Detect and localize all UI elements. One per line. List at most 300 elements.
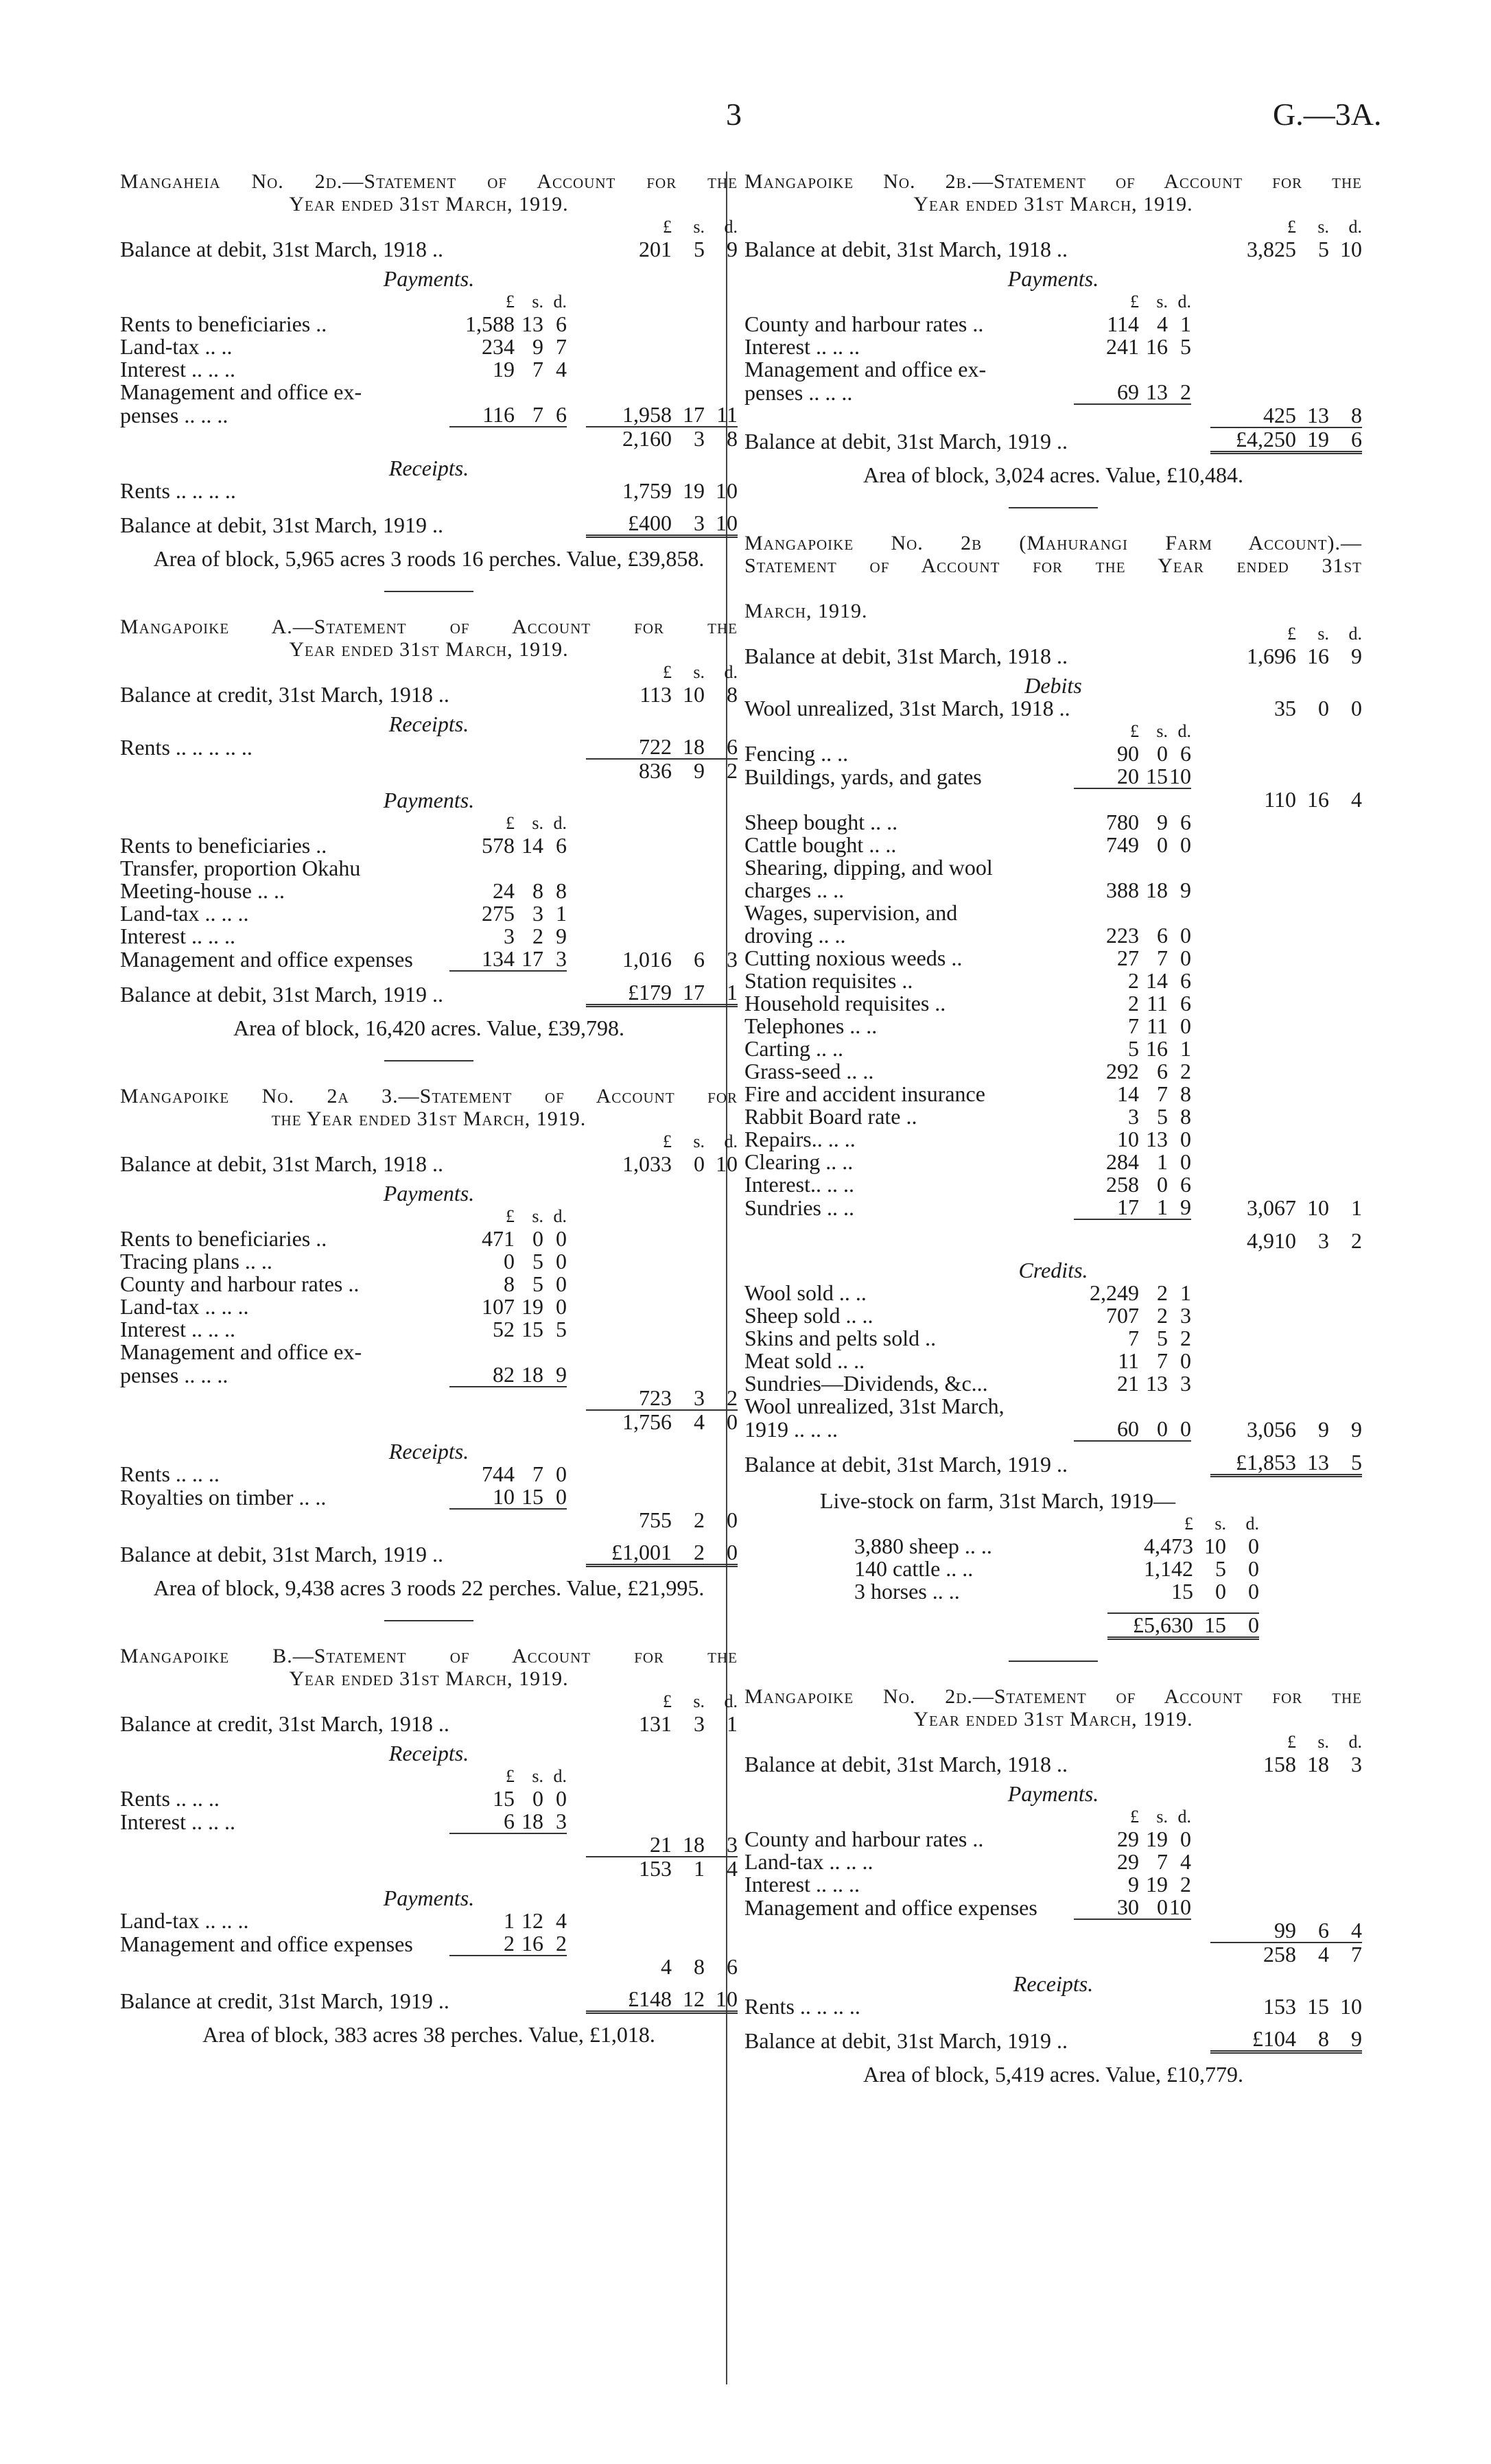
- section-title-line: Mangapoike A.—Statement of Account for the: [120, 615, 738, 638]
- row-label-text: Sundries: [744, 1195, 821, 1220]
- amount-cell: 10: [1204, 1534, 1226, 1558]
- empty-cell: [1139, 697, 1168, 720]
- empty-cell: [1210, 879, 1296, 902]
- row-label: [820, 1512, 1107, 1535]
- leader-dots: .. .. .. ..: [191, 735, 253, 760]
- empty-cell: [1139, 645, 1168, 668]
- empty-cell: [586, 1205, 672, 1228]
- gap: [567, 1765, 586, 1787]
- empty-cell: [543, 1833, 567, 1857]
- table-row: [744, 645, 1362, 668]
- subheading: Payments.: [383, 788, 475, 812]
- empty-cell: [1329, 1105, 1362, 1128]
- amount-cell: 107: [482, 1294, 515, 1319]
- account-section: [120, 1645, 738, 2046]
- account-section: [120, 1085, 738, 1599]
- row-label: [120, 902, 449, 925]
- amount-cell: 2: [532, 924, 543, 948]
- amount-cell: 10: [683, 682, 705, 707]
- gap: [1191, 697, 1210, 720]
- empty-cell: [705, 1318, 738, 1341]
- leader-dots: .. ..: [244, 1249, 272, 1274]
- empty-cell: [515, 1956, 543, 1978]
- empty-cell: [705, 1228, 738, 1250]
- leader-dots: .. ..: [825, 380, 853, 405]
- amount-cell: 17: [515, 948, 543, 971]
- row-label-text: Balance at debit, 31st March, 1919: [744, 428, 1051, 454]
- empty-cell: [515, 1130, 543, 1153]
- amount-cell: 19: [521, 1294, 543, 1319]
- empty-cell: [1210, 742, 1296, 765]
- row-label-text: Balance at debit, 31st March, 1919: [744, 1451, 1051, 1477]
- empty-cell: [705, 1910, 738, 1932]
- account-section: [744, 532, 1362, 1640]
- empty-cell: [1296, 313, 1329, 336]
- amount-cell: 19: [683, 478, 705, 503]
- amount-cell: 21: [650, 1832, 672, 1857]
- empty-cell: [705, 1463, 738, 1486]
- leader-dots: .. ..: [207, 1317, 235, 1341]
- table-row: [744, 2028, 1362, 2052]
- amount-cell: 4: [556, 1908, 567, 1933]
- row-label: Wool unrealized, 31st March,: [744, 1394, 1005, 1418]
- empty-cell: [1329, 1327, 1362, 1350]
- empty-cell: [1168, 1730, 1191, 1753]
- row-label: [120, 1932, 449, 1956]
- row-label: [120, 290, 449, 313]
- row-label: [120, 1318, 449, 1341]
- amount-cell: 749: [1106, 832, 1139, 857]
- amount-cell: 19: [493, 357, 515, 382]
- account-table: [120, 661, 738, 1007]
- empty-cell: [1139, 1451, 1168, 1476]
- amount-cell: 6: [727, 734, 738, 759]
- table-row: [744, 381, 1362, 404]
- empty-cell: [449, 1387, 515, 1410]
- amount-cell: £: [506, 1766, 515, 1786]
- table-row: [820, 1512, 1259, 1535]
- empty-cell: [705, 834, 738, 857]
- gap: [1191, 1037, 1210, 1060]
- leader-dots: .. ..: [825, 1149, 854, 1174]
- row-label: [120, 812, 449, 834]
- empty-cell: [586, 1932, 672, 1956]
- gap: [1191, 1851, 1210, 1873]
- amount-cell: 10: [705, 512, 738, 537]
- gap: [567, 661, 586, 683]
- empty-cell: [1296, 336, 1329, 358]
- amount-cell: 7: [556, 334, 567, 359]
- leader-dots: .. ..: [846, 1059, 874, 1083]
- row-label-text: Land-tax: [120, 334, 200, 359]
- empty-cell: [1296, 1128, 1329, 1151]
- gap: [1191, 992, 1210, 1015]
- area-note: Area of block, 383 acres 38 perches. Value, £1,018.: [202, 2022, 655, 2047]
- empty-cell: [1210, 811, 1296, 834]
- empty-cell: [543, 427, 567, 450]
- area-note: Area of block, 5,965 acres 3 roods 16 perches. Value, £39,858.: [153, 546, 705, 571]
- amount-cell: 15: [1193, 1613, 1226, 1639]
- row-label-text: Skins and pelts sold: [744, 1326, 920, 1350]
- leader-dots: ..: [1056, 1752, 1068, 1776]
- section-title-line: Year ended 31st March, 1919.: [289, 1667, 569, 1690]
- amount-cell: £: [1130, 721, 1139, 741]
- amount-cell: 4: [1180, 1849, 1191, 1874]
- amount-cell: 8: [1180, 1081, 1191, 1106]
- amount-cell: 2: [1157, 1280, 1168, 1305]
- amount-cell: 13: [1146, 1127, 1168, 1151]
- empty-cell: [449, 1690, 515, 1713]
- section-title: [120, 170, 738, 215]
- amount-cell: 3: [1180, 1371, 1191, 1396]
- empty-cell: [515, 1541, 543, 1566]
- leader-dots: ..: [972, 1827, 984, 1851]
- table-row: [120, 1387, 738, 1410]
- leader-dots: .. ..: [827, 1195, 854, 1220]
- empty-cell: [1329, 1372, 1362, 1395]
- row-label-text: Rents to beneficiaries: [120, 312, 311, 336]
- amount-cell: 1: [1157, 1149, 1168, 1174]
- gap: [1191, 645, 1210, 668]
- amount-cell: 723: [639, 1385, 672, 1410]
- gap: [567, 1295, 586, 1318]
- gap: [567, 512, 586, 537]
- amount-cell: 2: [672, 1541, 705, 1566]
- row-label-text: Clearing: [744, 1149, 821, 1174]
- amount-cell: 223: [1106, 923, 1139, 948]
- empty-cell: [705, 1810, 738, 1833]
- empty-cell: [449, 1541, 515, 1566]
- gap: [567, 1787, 586, 1810]
- amount-cell: 707: [1106, 1303, 1139, 1328]
- amount-cell: 8: [1180, 1104, 1191, 1129]
- row-label: [744, 1873, 1074, 1896]
- amount-cell: 6: [543, 403, 567, 427]
- empty-cell: [449, 1509, 515, 1532]
- section-divider: [1009, 507, 1098, 508]
- gap: [567, 403, 586, 427]
- amount-cell: 1: [1351, 1195, 1362, 1220]
- page-number: 3: [726, 97, 742, 132]
- row-label: [744, 1015, 1074, 1037]
- row-label: [744, 742, 1074, 765]
- amount-cell: 15: [1171, 1579, 1193, 1604]
- row-label: [744, 2028, 1074, 2052]
- gap: [567, 1988, 586, 2013]
- leader-dots: ..: [981, 1534, 992, 1558]
- empty-cell: [515, 1988, 543, 2013]
- amount-cell: 17: [683, 402, 705, 427]
- amount-cell: 9: [1318, 1417, 1329, 1442]
- gap: [567, 427, 586, 450]
- amount-cell: 7: [1128, 1013, 1139, 1038]
- gap: [567, 1273, 586, 1295]
- amount-cell: £148: [586, 1988, 672, 2013]
- empty-cell: [543, 981, 567, 1006]
- gap: [567, 1153, 586, 1175]
- amount-cell: 0: [1226, 1613, 1259, 1639]
- amount-cell: 292: [1106, 1059, 1139, 1083]
- leader-dots: .. .. .. ..: [175, 478, 236, 503]
- row-label-text: Sheep sold: [744, 1303, 841, 1328]
- section-title: [744, 170, 1362, 215]
- empty-cell: [449, 981, 515, 1006]
- row-label: [744, 811, 1074, 834]
- amount-cell: 0: [556, 1294, 567, 1319]
- gap: [567, 683, 586, 706]
- amount-cell: 6: [1180, 1172, 1191, 1197]
- account-table: [120, 1130, 738, 1567]
- amount-cell: 99: [1274, 1918, 1296, 1943]
- row-label-text: Sundries—Dividends, &c...: [744, 1371, 988, 1396]
- empty-cell: [1329, 947, 1362, 970]
- empty-cell: [705, 1363, 738, 1387]
- section-title-line: March, 1919.: [744, 600, 868, 622]
- table-row: [744, 336, 1362, 358]
- amount-cell: 10: [705, 1988, 738, 2013]
- table-row: [744, 1304, 1362, 1327]
- amount-cell: 11: [1118, 1348, 1139, 1373]
- empty-cell: [1329, 1060, 1362, 1083]
- empty-cell: [705, 925, 738, 948]
- amount-cell: 11: [1147, 991, 1168, 1016]
- empty-cell: [515, 736, 543, 759]
- row-label: [120, 1541, 449, 1566]
- row-label-text: Balance at credit, 31st March, 1918: [120, 682, 433, 707]
- amount-cell: 0: [1180, 832, 1191, 857]
- amount-cell: 425: [1263, 403, 1296, 427]
- row-label-text: Interest ..: [120, 1317, 202, 1341]
- amount-cell: d.: [724, 662, 738, 682]
- row-label-text: Interest ..: [744, 334, 827, 359]
- subheading: Receipts.: [388, 712, 469, 736]
- amount-cell: 1: [1139, 1196, 1168, 1219]
- table-row: [120, 261, 738, 290]
- empty-cell: [1296, 765, 1329, 788]
- gap: [567, 759, 586, 782]
- empty-cell: [586, 902, 672, 925]
- amount-cell: 1: [504, 1908, 515, 1933]
- subheading: Payments.: [1007, 1781, 1099, 1806]
- row-label: [744, 1350, 1074, 1372]
- amount-cell: 1,759: [622, 478, 672, 503]
- row-label-text: Fire and accident insurance: [744, 1081, 985, 1106]
- empty-cell: [705, 1486, 738, 1509]
- empty-cell: [586, 1787, 672, 1810]
- amount-cell: 16: [515, 1932, 543, 1956]
- amount-cell: 14: [1146, 968, 1168, 993]
- empty-cell: [1210, 834, 1296, 856]
- table-row: [744, 924, 1362, 947]
- empty-cell: [543, 1713, 567, 1735]
- empty-cell: [543, 215, 567, 238]
- empty-cell: [1168, 645, 1191, 668]
- table-row: [120, 880, 738, 902]
- amount-cell: 0: [1318, 696, 1329, 720]
- row-label: [120, 1857, 449, 1880]
- gap: [1191, 1753, 1210, 1776]
- table-row: [120, 834, 738, 857]
- amount-cell: 2: [705, 759, 738, 782]
- amount-cell: 2: [1351, 1228, 1362, 1253]
- empty-cell: [705, 313, 738, 336]
- amount-cell: 5: [532, 1249, 543, 1274]
- gap: [1191, 427, 1210, 453]
- gap: [1191, 622, 1210, 645]
- leader-dots: .. .. ..: [175, 1462, 220, 1486]
- table-row: [120, 812, 738, 834]
- row-label: [744, 1753, 1074, 1776]
- empty-cell: [586, 1295, 672, 1318]
- leader-dots: ..: [972, 312, 984, 336]
- row-label-text: 3 horses ..: [854, 1579, 943, 1604]
- gap: [1191, 1173, 1210, 1196]
- row-label: [120, 336, 449, 358]
- row-label: [744, 788, 1074, 811]
- section-title-line: the Year ended 31st March, 1919.: [271, 1107, 587, 1130]
- gap: [567, 1205, 586, 1228]
- row-label-text: Interest ..: [120, 357, 202, 382]
- amount-cell: 4: [661, 1954, 672, 1979]
- row-label: [744, 290, 1074, 313]
- table-row: [744, 290, 1362, 313]
- row-label-text: Management and office expenses: [744, 1895, 1037, 1920]
- gap: [567, 1932, 586, 1956]
- amount-cell: £4,250: [1210, 427, 1296, 453]
- amount-cell: 6: [1318, 1918, 1329, 1943]
- empty-cell: [705, 290, 738, 313]
- table-row: [120, 1509, 738, 1532]
- row-label-text: Meeting-house: [120, 878, 252, 903]
- empty-cell: [672, 290, 705, 313]
- row-label-text: Balance at debit, 31st March, 1918: [744, 1752, 1051, 1776]
- section-title-line: Mangapoike No. 2b.—Statement of Account for the: [744, 170, 1362, 193]
- amount-cell: 1: [556, 901, 567, 926]
- empty-cell: [543, 1153, 567, 1175]
- empty-cell: [705, 1205, 738, 1228]
- empty-cell: [1074, 645, 1139, 668]
- amount-cell: s.: [532, 1766, 543, 1786]
- row-label: [744, 1304, 1074, 1327]
- empty-cell: [1210, 1173, 1296, 1196]
- gap: [567, 313, 586, 336]
- amount-cell: 3: [1180, 1303, 1191, 1328]
- empty-cell: [586, 358, 672, 381]
- leader-dots: .. ..: [221, 901, 249, 926]
- amount-cell: 5: [1318, 237, 1329, 261]
- empty-cell: [672, 1787, 705, 1810]
- row-label: Wages, supervision, and: [744, 900, 958, 925]
- gap: [567, 925, 586, 948]
- amount-cell: 10: [1340, 237, 1362, 261]
- leader-dots: .. ..: [821, 741, 849, 766]
- amount-cell: 11: [716, 402, 738, 427]
- amount-cell: 8: [1351, 403, 1362, 427]
- empty-cell: [1210, 1128, 1296, 1151]
- gap: [1191, 1873, 1210, 1896]
- table-row: [744, 788, 1362, 811]
- amount-cell: 5: [694, 237, 705, 261]
- leader-dots: .. ..: [832, 334, 860, 359]
- gap: [1191, 1105, 1210, 1128]
- table-row: [744, 811, 1362, 834]
- empty-cell: [586, 925, 672, 948]
- leader-dots: .. ..: [200, 1363, 228, 1387]
- empty-cell: [515, 427, 543, 450]
- row-label: [744, 1151, 1074, 1173]
- table-row: [744, 742, 1362, 765]
- amount-cell: 16: [1146, 1036, 1168, 1061]
- amount-cell: £: [1130, 292, 1139, 312]
- amount-cell: 3: [694, 1385, 705, 1410]
- empty-cell: [1210, 1372, 1296, 1395]
- gap: [567, 902, 586, 925]
- gap: [567, 290, 586, 313]
- table-row: [744, 1851, 1362, 1873]
- amount-cell: 836: [586, 759, 672, 782]
- gap: [567, 1318, 586, 1341]
- row-label-text: Rabbit Board rate: [744, 1104, 901, 1129]
- amount-cell: 471: [482, 1226, 515, 1251]
- row-label-text: Land-tax: [744, 1849, 824, 1874]
- amount-cell: 0: [556, 1271, 567, 1296]
- row-label: [744, 992, 1074, 1015]
- amount-cell: 5: [1180, 334, 1191, 359]
- amount-cell: 4: [556, 357, 567, 382]
- section-title: [744, 1685, 1362, 1730]
- empty-cell: [1329, 1896, 1362, 1919]
- empty-cell: [449, 683, 515, 706]
- amount-cell: d.: [1177, 292, 1191, 312]
- amount-cell: 4: [1351, 1918, 1362, 1943]
- table-row: [744, 261, 1362, 290]
- empty-cell: [1168, 697, 1191, 720]
- gap: [567, 1387, 586, 1410]
- table-row: [120, 1463, 738, 1486]
- amount-cell: £1,001: [586, 1541, 672, 1566]
- row-label: [744, 765, 1074, 788]
- amount-cell: 6: [1157, 1059, 1168, 1083]
- table-row: [744, 1896, 1362, 1919]
- empty-cell: [586, 1273, 672, 1295]
- row-label: [744, 1851, 1074, 1873]
- empty-cell: [672, 812, 705, 834]
- empty-cell: [1074, 1943, 1139, 1966]
- gap: [567, 1509, 586, 1532]
- amount-cell: s.: [532, 292, 543, 312]
- amount-cell: 114: [1107, 312, 1139, 336]
- amount-cell: s.: [1317, 217, 1329, 237]
- amount-cell: 15: [521, 1317, 543, 1341]
- amount-cell: 0: [694, 1151, 705, 1176]
- empty-cell: [515, 981, 543, 1006]
- gap: [1191, 238, 1210, 261]
- empty-cell: [1329, 1304, 1362, 1327]
- amount-cell: 6: [1180, 991, 1191, 1016]
- empty-cell: [1329, 879, 1362, 902]
- empty-cell: [1210, 1015, 1296, 1037]
- amount-cell: 7: [532, 357, 543, 382]
- amount-cell: 258: [1106, 1172, 1139, 1197]
- amount-cell: d.: [1245, 1514, 1259, 1534]
- empty-cell: [543, 683, 567, 706]
- empty-cell: [1074, 697, 1139, 720]
- section-title: [744, 532, 1362, 622]
- amount-cell: 16: [1146, 334, 1168, 359]
- row-label-text: Fencing: [744, 741, 816, 766]
- row-label: [744, 1230, 1074, 1252]
- table-row: [744, 856, 1362, 879]
